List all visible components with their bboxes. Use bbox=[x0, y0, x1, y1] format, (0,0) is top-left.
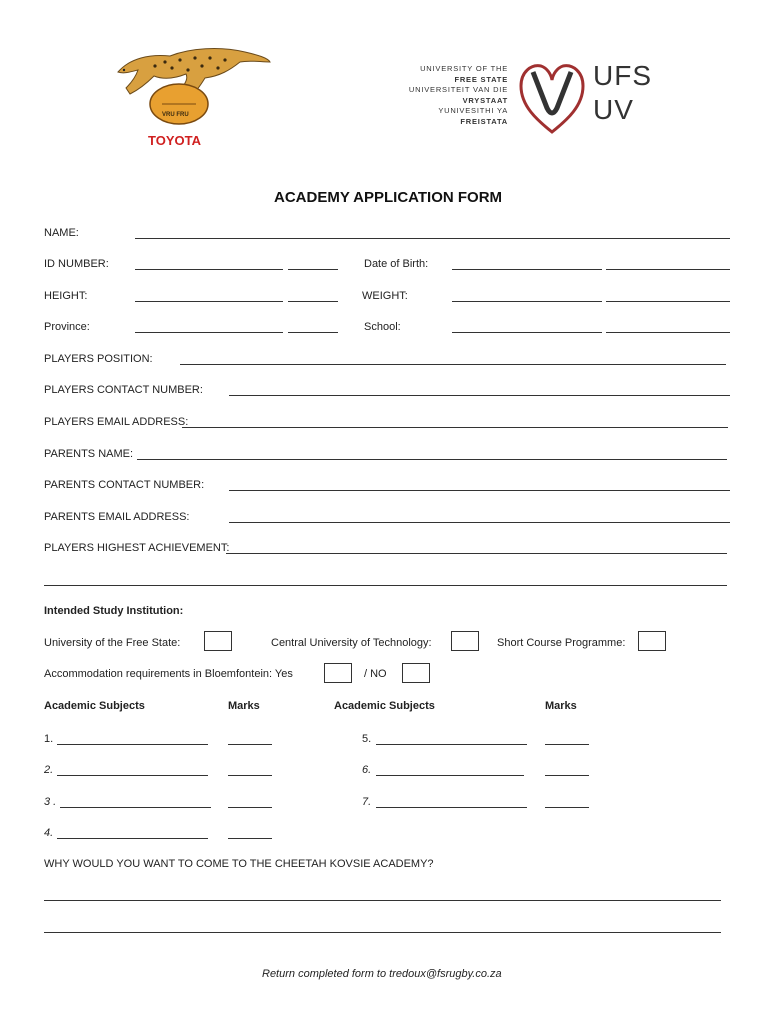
parents-email-label: PARENTS EMAIL ADDRESS: bbox=[44, 511, 190, 523]
subject-number-5: 5. bbox=[362, 733, 372, 745]
id-number-field[interactable] bbox=[135, 269, 283, 270]
subject-field-3[interactable] bbox=[60, 807, 211, 808]
ufs-option-label: University of the Free State: bbox=[44, 637, 181, 649]
accommodation-no-checkbox[interactable] bbox=[402, 663, 430, 683]
return-instructions: Return completed form to tredoux@fsrugby.co.za bbox=[262, 968, 502, 980]
province-label: Province: bbox=[44, 321, 90, 333]
weight-field-2[interactable] bbox=[606, 301, 730, 302]
mark-field-6[interactable] bbox=[545, 775, 589, 776]
subject-number-6: 6. bbox=[362, 764, 372, 776]
badge-text: VRU FRU bbox=[162, 112, 189, 118]
players-position-label: PLAYERS POSITION: bbox=[44, 353, 153, 365]
subject-number-7: 7. bbox=[362, 796, 372, 808]
id-number-label: ID NUMBER: bbox=[44, 258, 109, 270]
players-email-label: PLAYERS EMAIL ADDRESS: bbox=[44, 416, 189, 428]
ufs-wordmark bbox=[405, 64, 508, 127]
subject-field-5[interactable] bbox=[376, 744, 527, 745]
accommodation-yes-checkbox[interactable] bbox=[324, 663, 352, 683]
height-label: HEIGHT: bbox=[44, 290, 88, 302]
school-field[interactable] bbox=[452, 332, 602, 333]
achievement-field-2[interactable] bbox=[44, 585, 727, 586]
subject-number-4: 4. bbox=[44, 827, 54, 839]
ufs-line-3: UNIVERSITEIT VAN DIE bbox=[408, 85, 508, 94]
subjects-header-1: Academic Subjects bbox=[44, 700, 145, 712]
ufs-mark-bottom: UV bbox=[593, 94, 634, 125]
height-field-2[interactable] bbox=[288, 301, 338, 302]
players-contact-label: PLAYERS CONTACT NUMBER: bbox=[44, 384, 203, 396]
mark-field-4[interactable] bbox=[228, 838, 272, 839]
name-field[interactable] bbox=[135, 238, 730, 239]
accommodation-no-label: / NO bbox=[364, 668, 387, 680]
date-of-birth-label: Date of Birth: bbox=[364, 258, 429, 270]
achievement-field[interactable] bbox=[226, 553, 727, 554]
parents-name-label: PARENTS NAME: bbox=[44, 448, 134, 460]
weight-field[interactable] bbox=[452, 301, 602, 302]
ufs-mark-top: UFS bbox=[593, 60, 652, 91]
parents-name-field[interactable] bbox=[137, 459, 727, 460]
name-label: NAME: bbox=[44, 227, 79, 239]
height-field[interactable] bbox=[135, 301, 283, 302]
ufs-line-5: YUNIVESITHI YA bbox=[438, 106, 508, 115]
short-course-checkbox[interactable] bbox=[638, 631, 666, 651]
mark-field-3[interactable] bbox=[228, 807, 272, 808]
subjects-header-2: Academic Subjects bbox=[334, 700, 435, 712]
subject-number-3: 3 . bbox=[44, 796, 57, 808]
page-title: ACADEMY APPLICATION FORM bbox=[274, 189, 503, 206]
province-field[interactable] bbox=[135, 332, 283, 333]
players-email-field[interactable] bbox=[182, 427, 728, 428]
weight-label: WEIGHT: bbox=[362, 290, 408, 302]
accommodation-label: Accommodation requirements in Bloemfontein: Yes bbox=[44, 668, 293, 680]
players-contact-field[interactable] bbox=[229, 395, 730, 396]
date-of-birth-field[interactable] bbox=[452, 269, 602, 270]
marks-header-1: Marks bbox=[228, 700, 260, 712]
subject-field-6[interactable] bbox=[376, 775, 524, 776]
mark-field-5[interactable] bbox=[545, 744, 589, 745]
motivation-field-1[interactable] bbox=[44, 900, 721, 901]
school-label: School: bbox=[364, 321, 401, 333]
parents-contact-label: PARENTS CONTACT NUMBER: bbox=[44, 479, 205, 491]
cut-option-label: Central University of Technology: bbox=[271, 637, 432, 649]
parents-contact-field[interactable] bbox=[229, 490, 730, 491]
school-field-2[interactable] bbox=[606, 332, 730, 333]
subject-field-4[interactable] bbox=[57, 838, 208, 839]
cheetah-rugby-logo bbox=[110, 40, 275, 152]
motivation-field-2[interactable] bbox=[44, 932, 721, 933]
ufs-line-4: VRYSTAAT bbox=[462, 95, 508, 105]
subject-field-2[interactable] bbox=[57, 775, 208, 776]
marks-header-2: Marks bbox=[545, 700, 577, 712]
subject-field-7[interactable] bbox=[376, 807, 527, 808]
province-field-2[interactable] bbox=[288, 332, 338, 333]
ufs-line-2: FREE STATE bbox=[454, 74, 508, 84]
ufs-line-1: UNIVERSITY OF THE bbox=[420, 64, 508, 73]
cut-checkbox[interactable] bbox=[451, 631, 479, 651]
sponsor-name: TOYOTA bbox=[148, 133, 201, 148]
date-of-birth-field-2[interactable] bbox=[606, 269, 730, 270]
motivation-question: WHY WOULD YOU WANT TO COME TO THE CHEETAH KOVSIE ACADEMY? bbox=[44, 858, 434, 870]
id-number-field-2[interactable] bbox=[288, 269, 338, 270]
rugby-ball-icon bbox=[148, 82, 210, 126]
study-heading: Intended Study Institution: bbox=[44, 605, 184, 617]
subject-number-2: 2. bbox=[44, 764, 54, 776]
mark-field-2[interactable] bbox=[228, 775, 272, 776]
ufs-checkbox[interactable] bbox=[204, 631, 232, 651]
mark-field-1[interactable] bbox=[228, 744, 272, 745]
ufs-logo bbox=[405, 62, 670, 137]
achievement-label: PLAYERS HIGHEST ACHIEVEMENT: bbox=[44, 542, 230, 554]
ufs-line-6: FREISTATA bbox=[460, 116, 508, 126]
subject-field-1[interactable] bbox=[57, 744, 208, 745]
mark-field-7[interactable] bbox=[545, 807, 589, 808]
subject-number-1: 1. bbox=[44, 733, 54, 745]
ufs-heart-icon bbox=[517, 62, 587, 134]
parents-email-field[interactable] bbox=[229, 522, 730, 523]
short-course-label: Short Course Programme: bbox=[497, 637, 626, 649]
players-position-field[interactable] bbox=[180, 364, 726, 365]
